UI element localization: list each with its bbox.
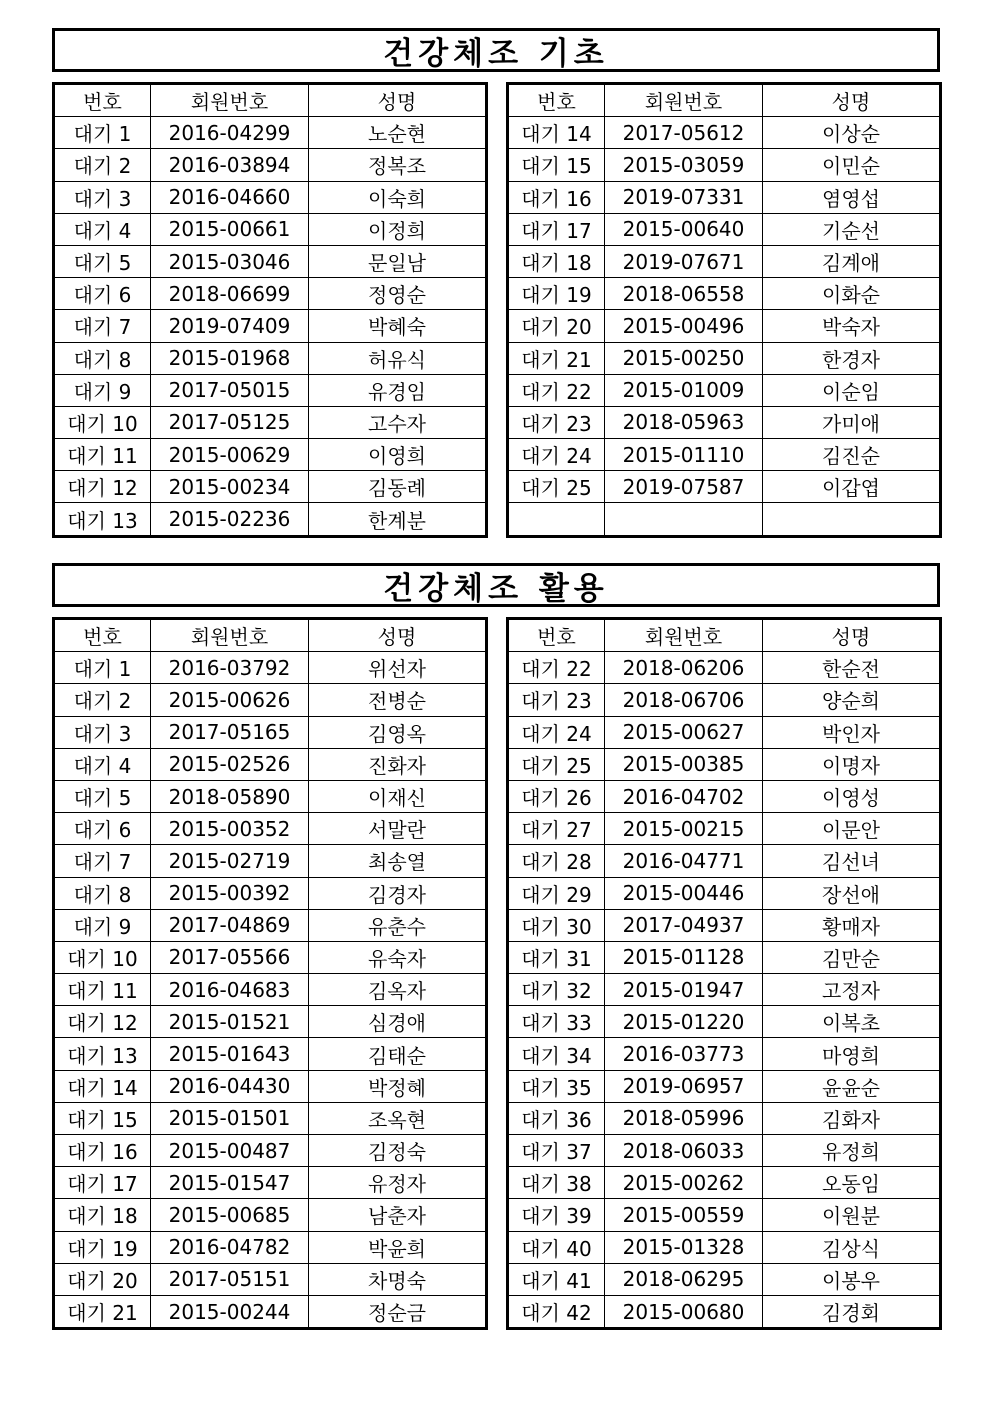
cell-number: 대기 39 — [508, 1199, 605, 1231]
cell-number: 대기 1 — [54, 652, 151, 684]
cell-member-id: 2015-02719 — [151, 845, 309, 877]
cell-name: 한경자 — [763, 342, 941, 374]
cell-number: 대기 15 — [508, 149, 605, 181]
table-row — [508, 1199, 941, 1231]
header-name: 성명 — [763, 619, 941, 652]
table-header-row — [54, 619, 487, 652]
cell-name: 서말란 — [309, 813, 487, 845]
cell-number: 대기 30 — [508, 909, 605, 941]
roster-table-right — [506, 617, 942, 1330]
cell-number: 대기 35 — [508, 1070, 605, 1102]
cell-member-id: 2016-03894 — [151, 149, 309, 181]
header-number: 번호 — [508, 619, 605, 652]
cell-name: 고수자 — [309, 406, 487, 438]
cell-member-id: 2015-00392 — [151, 877, 309, 909]
cell-member-id: 2015-00250 — [605, 342, 763, 374]
table-row — [508, 245, 941, 277]
cell-member-id: 2015-00627 — [605, 716, 763, 748]
cell-number: 대기 18 — [54, 1199, 151, 1231]
cell-name: 이순임 — [763, 374, 941, 406]
cell-number: 대기 18 — [508, 245, 605, 277]
cell-member-id: 2017-05151 — [151, 1263, 309, 1295]
cell-name: 박정혜 — [309, 1070, 487, 1102]
table-row — [508, 471, 941, 503]
table-row — [508, 845, 941, 877]
table-row — [508, 503, 941, 536]
table-row — [508, 149, 941, 181]
table-row — [508, 1231, 941, 1263]
cell-number: 대기 15 — [54, 1102, 151, 1134]
table-row — [54, 245, 487, 277]
cell-member-id: 2015-03059 — [605, 149, 763, 181]
cell-member-id: 2015-01110 — [605, 439, 763, 471]
cell-member-id: 2018-05890 — [151, 780, 309, 812]
cell-number: 대기 12 — [54, 471, 151, 503]
cell-name: 이숙희 — [309, 181, 487, 213]
cell-number: 대기 7 — [54, 845, 151, 877]
cell-number: 대기 34 — [508, 1038, 605, 1070]
cell-name: 김정숙 — [309, 1135, 487, 1167]
cell-number: 대기 3 — [54, 716, 151, 748]
table-row — [508, 181, 941, 213]
cell-name: 최송열 — [309, 845, 487, 877]
cell-number: 대기 6 — [54, 813, 151, 845]
cell-number: 대기 25 — [508, 471, 605, 503]
cell-name: 한순전 — [763, 652, 941, 684]
cell-member-id: 2016-04683 — [151, 974, 309, 1006]
cell-name: 김계애 — [763, 245, 941, 277]
cell-name: 유정자 — [309, 1167, 487, 1199]
cell-number: 대기 32 — [508, 974, 605, 1006]
cell-number: 대기 2 — [54, 684, 151, 716]
table-row — [508, 684, 941, 716]
cell-member-id: 2016-03792 — [151, 652, 309, 684]
header-name: 성명 — [309, 84, 487, 117]
table-row — [54, 1295, 487, 1328]
cell-name: 정복조 — [309, 149, 487, 181]
cell-member-id: 2015-00629 — [151, 439, 309, 471]
cell-number: 대기 37 — [508, 1135, 605, 1167]
cell-number: 대기 11 — [54, 439, 151, 471]
table-row — [54, 342, 487, 374]
cell-name: 이상순 — [763, 117, 941, 149]
cell-number: 대기 5 — [54, 245, 151, 277]
table-header-row — [508, 84, 941, 117]
table-row — [54, 471, 487, 503]
cell-member-id: 2016-04782 — [151, 1231, 309, 1263]
cell-name: 김영옥 — [309, 716, 487, 748]
cell-number: 대기 16 — [54, 1135, 151, 1167]
table-row — [54, 909, 487, 941]
cell-number: 대기 41 — [508, 1263, 605, 1295]
cell-member-id: 2017-05566 — [151, 941, 309, 973]
cell-name: 이봉우 — [763, 1263, 941, 1295]
table-header-row — [508, 619, 941, 652]
cell-member-id: 2016-04299 — [151, 117, 309, 149]
cell-number: 대기 14 — [54, 1070, 151, 1102]
cell-number: 대기 21 — [508, 342, 605, 374]
header-member-id: 회원번호 — [151, 619, 309, 652]
cell-number: 대기 17 — [54, 1167, 151, 1199]
cell-name: 김상식 — [763, 1231, 941, 1263]
table-row — [508, 1167, 941, 1199]
table-row — [54, 1167, 487, 1199]
cell-member-id: 2015-00626 — [151, 684, 309, 716]
cell-number: 대기 8 — [54, 342, 151, 374]
cell-name: 김진순 — [763, 439, 941, 471]
cell-name: 이명자 — [763, 748, 941, 780]
cell-name: 정순금 — [309, 1295, 487, 1328]
cell-name: 유경임 — [309, 374, 487, 406]
cell-member-id: 2017-05125 — [151, 406, 309, 438]
cell-number: 대기 6 — [54, 278, 151, 310]
cell-number: 대기 25 — [508, 748, 605, 780]
cell-name: 오동임 — [763, 1167, 941, 1199]
cell-member-id: 2017-05165 — [151, 716, 309, 748]
cell-name: 노순현 — [309, 117, 487, 149]
cell-name: 남춘자 — [309, 1199, 487, 1231]
table-row — [54, 1006, 487, 1038]
cell-number: 대기 20 — [54, 1263, 151, 1295]
table-row — [54, 117, 487, 149]
header-name: 성명 — [763, 84, 941, 117]
table-row — [54, 181, 487, 213]
cell-member-id: 2018-06295 — [605, 1263, 763, 1295]
cell-member-id: 2017-05015 — [151, 374, 309, 406]
table-row — [508, 652, 941, 684]
table-row — [508, 1070, 941, 1102]
cell-name: 이복초 — [763, 1006, 941, 1038]
table-row — [508, 342, 941, 374]
roster-table-left — [52, 617, 488, 1330]
table-row — [54, 1199, 487, 1231]
cell-number: 대기 10 — [54, 941, 151, 973]
table-row — [54, 1102, 487, 1134]
cell-name: 전병순 — [309, 684, 487, 716]
cell-member-id: 2015-00215 — [605, 813, 763, 845]
table-row — [54, 278, 487, 310]
cell-member-id: 2015-00685 — [151, 1199, 309, 1231]
table-row — [54, 1231, 487, 1263]
cell-member-id: 2015-01547 — [151, 1167, 309, 1199]
table-row — [54, 684, 487, 716]
table-row — [54, 503, 487, 536]
cell-member-id: 2018-06706 — [605, 684, 763, 716]
table-row — [508, 941, 941, 973]
cell-number: 대기 22 — [508, 374, 605, 406]
cell-member-id: 2016-04660 — [151, 181, 309, 213]
cell-member-id: 2016-04430 — [151, 1070, 309, 1102]
cell-name: 마영희 — [763, 1038, 941, 1070]
cell-number: 대기 3 — [54, 181, 151, 213]
section-title: 건강체조 활용 — [52, 563, 940, 607]
cell-member-id: 2019-07587 — [605, 471, 763, 503]
cell-name: 이문안 — [763, 813, 941, 845]
table-row — [54, 845, 487, 877]
header-number: 번호 — [54, 84, 151, 117]
cell-member-id: 2019-06957 — [605, 1070, 763, 1102]
cell-member-id: 2015-02236 — [151, 503, 309, 536]
cell-number: 대기 26 — [508, 780, 605, 812]
cell-member-id: 2016-04771 — [605, 845, 763, 877]
cell-number: 대기 4 — [54, 748, 151, 780]
cell-number: 대기 22 — [508, 652, 605, 684]
table-row — [54, 780, 487, 812]
table-row — [54, 941, 487, 973]
table-row — [54, 877, 487, 909]
cell-name: 김옥자 — [309, 974, 487, 1006]
cell-name: 이정희 — [309, 213, 487, 245]
cell-member-id: 2015-01947 — [605, 974, 763, 1006]
table-row — [508, 909, 941, 941]
cell-name: 김경자 — [309, 877, 487, 909]
cell-number: 대기 1 — [54, 117, 151, 149]
table-row — [508, 813, 941, 845]
cell-member-id: 2015-01220 — [605, 1006, 763, 1038]
cell-name: 고정자 — [763, 974, 941, 1006]
cell-number: 대기 21 — [54, 1295, 151, 1328]
table-row — [508, 716, 941, 748]
table-row — [508, 1006, 941, 1038]
cell-member-id: 2015-00496 — [605, 310, 763, 342]
cell-number: 대기 11 — [54, 974, 151, 1006]
cell-name: 이화순 — [763, 278, 941, 310]
cell-number: 대기 13 — [54, 1038, 151, 1070]
roster-table-left — [52, 82, 488, 538]
cell-member-id: 2015-01521 — [151, 1006, 309, 1038]
cell-member-id: 2015-00385 — [605, 748, 763, 780]
cell-name: 이영희 — [309, 439, 487, 471]
cell-name: 가미애 — [763, 406, 941, 438]
cell-number: 대기 31 — [508, 941, 605, 973]
cell-member-id: 2015-01968 — [151, 342, 309, 374]
cell-member-id: 2015-00661 — [151, 213, 309, 245]
cell-name: 이민순 — [763, 149, 941, 181]
cell-member-id: 2018-05996 — [605, 1102, 763, 1134]
cell-number: 대기 42 — [508, 1295, 605, 1328]
cell-name: 김태순 — [309, 1038, 487, 1070]
cell-name: 김만순 — [763, 941, 941, 973]
cell-member-id: 2018-05963 — [605, 406, 763, 438]
cell-number: 대기 14 — [508, 117, 605, 149]
table-row — [508, 748, 941, 780]
cell-member-id: 2015-03046 — [151, 245, 309, 277]
table-row — [508, 780, 941, 812]
table-row — [54, 1070, 487, 1102]
cell-member-id: 2015-00352 — [151, 813, 309, 845]
table-row — [508, 374, 941, 406]
cell-member-id: 2015-00446 — [605, 877, 763, 909]
table-row — [54, 1263, 487, 1295]
cell-number: 대기 33 — [508, 1006, 605, 1038]
cell-name: 이재신 — [309, 780, 487, 812]
cell-name: 유정희 — [763, 1135, 941, 1167]
cell-name: 진화자 — [309, 748, 487, 780]
cell-name: 위선자 — [309, 652, 487, 684]
cell-name: 허유식 — [309, 342, 487, 374]
table-row — [54, 652, 487, 684]
table-row — [508, 213, 941, 245]
cell-name: 이영성 — [763, 780, 941, 812]
cell-name: 박윤희 — [309, 1231, 487, 1263]
cell-member-id: 2017-05612 — [605, 117, 763, 149]
cell-number: 대기 20 — [508, 310, 605, 342]
table-row — [54, 310, 487, 342]
table-row — [54, 813, 487, 845]
cell-number: 대기 24 — [508, 716, 605, 748]
table-row — [508, 117, 941, 149]
header-name: 성명 — [309, 619, 487, 652]
cell-member-id: 2018-06033 — [605, 1135, 763, 1167]
table-row — [54, 974, 487, 1006]
cell-name: 문일남 — [309, 245, 487, 277]
cell-number: 대기 12 — [54, 1006, 151, 1038]
table-row — [54, 716, 487, 748]
table-row — [54, 1135, 487, 1167]
cell-member-id: 2015-00244 — [151, 1295, 309, 1328]
cell-name: 차명숙 — [309, 1263, 487, 1295]
cell-member-id: 2017-04869 — [151, 909, 309, 941]
table-row — [508, 406, 941, 438]
cell-name: 정영순 — [309, 278, 487, 310]
cell-member-id: 2015-01009 — [605, 374, 763, 406]
cell-member-id: 2016-04702 — [605, 780, 763, 812]
cell-member-id: 2016-03773 — [605, 1038, 763, 1070]
header-member-id: 회원번호 — [151, 84, 309, 117]
cell-number: 대기 27 — [508, 813, 605, 845]
header-number: 번호 — [508, 84, 605, 117]
cell-name: 염영섭 — [763, 181, 941, 213]
cell-name: 황매자 — [763, 909, 941, 941]
cell-member-id: 2019-07409 — [151, 310, 309, 342]
table-row — [508, 1135, 941, 1167]
cell-number: 대기 16 — [508, 181, 605, 213]
cell-number: 대기 19 — [508, 278, 605, 310]
cell-member-id: 2015-01643 — [151, 1038, 309, 1070]
table-header-row — [54, 84, 487, 117]
table-row — [54, 1038, 487, 1070]
cell-number: 대기 28 — [508, 845, 605, 877]
table-row — [508, 1263, 941, 1295]
cell-name: 김경회 — [763, 1295, 941, 1328]
table-row — [508, 1102, 941, 1134]
cell-number: 대기 23 — [508, 684, 605, 716]
cell-number: 대기 9 — [54, 374, 151, 406]
cell-number: 대기 13 — [54, 503, 151, 536]
cell-name: 이갑엽 — [763, 471, 941, 503]
table-row — [54, 406, 487, 438]
cell-number: 대기 5 — [54, 780, 151, 812]
cell-member-id — [605, 503, 763, 536]
cell-name: 유숙자 — [309, 941, 487, 973]
cell-name: 장선애 — [763, 877, 941, 909]
cell-number: 대기 2 — [54, 149, 151, 181]
cell-member-id: 2015-01501 — [151, 1102, 309, 1134]
cell-member-id: 2015-00487 — [151, 1135, 309, 1167]
cell-number: 대기 7 — [54, 310, 151, 342]
cell-member-id: 2018-06206 — [605, 652, 763, 684]
cell-number: 대기 8 — [54, 877, 151, 909]
header-member-id: 회원번호 — [605, 84, 763, 117]
cell-name: 김화자 — [763, 1102, 941, 1134]
cell-name: 박인자 — [763, 716, 941, 748]
cell-name — [763, 503, 941, 536]
cell-name: 이원분 — [763, 1199, 941, 1231]
table-row — [54, 149, 487, 181]
cell-member-id: 2015-00680 — [605, 1295, 763, 1328]
cell-name: 양순희 — [763, 684, 941, 716]
cell-member-id: 2015-00640 — [605, 213, 763, 245]
cell-number: 대기 17 — [508, 213, 605, 245]
cell-name: 김선녀 — [763, 845, 941, 877]
cell-name: 윤윤순 — [763, 1070, 941, 1102]
table-row — [54, 213, 487, 245]
cell-member-id: 2015-00262 — [605, 1167, 763, 1199]
cell-member-id: 2018-06558 — [605, 278, 763, 310]
cell-number: 대기 23 — [508, 406, 605, 438]
cell-name: 기순선 — [763, 213, 941, 245]
cell-member-id: 2015-01128 — [605, 941, 763, 973]
roster-table-right — [506, 82, 942, 538]
cell-number: 대기 29 — [508, 877, 605, 909]
table-row — [54, 748, 487, 780]
cell-name: 박숙자 — [763, 310, 941, 342]
cell-name: 유춘수 — [309, 909, 487, 941]
table-row — [54, 439, 487, 471]
cell-number: 대기 10 — [54, 406, 151, 438]
cell-member-id: 2015-01328 — [605, 1231, 763, 1263]
cell-number: 대기 38 — [508, 1167, 605, 1199]
cell-name: 조옥현 — [309, 1102, 487, 1134]
cell-member-id: 2015-00234 — [151, 471, 309, 503]
table-row — [508, 877, 941, 909]
cell-member-id: 2015-00559 — [605, 1199, 763, 1231]
cell-number: 대기 24 — [508, 439, 605, 471]
cell-number — [508, 503, 605, 536]
table-row — [508, 439, 941, 471]
header-member-id: 회원번호 — [605, 619, 763, 652]
table-row — [508, 310, 941, 342]
cell-member-id: 2019-07671 — [605, 245, 763, 277]
cell-member-id: 2019-07331 — [605, 181, 763, 213]
cell-number: 대기 4 — [54, 213, 151, 245]
cell-number: 대기 40 — [508, 1231, 605, 1263]
cell-name: 박혜숙 — [309, 310, 487, 342]
section-title: 건강체조 기초 — [52, 28, 940, 72]
cell-name: 심경애 — [309, 1006, 487, 1038]
table-row — [508, 1038, 941, 1070]
table-row — [508, 974, 941, 1006]
table-row — [508, 278, 941, 310]
cell-number: 대기 19 — [54, 1231, 151, 1263]
cell-member-id: 2018-06699 — [151, 278, 309, 310]
cell-number: 대기 9 — [54, 909, 151, 941]
cell-member-id: 2015-02526 — [151, 748, 309, 780]
cell-name: 한계분 — [309, 503, 487, 536]
cell-member-id: 2017-04937 — [605, 909, 763, 941]
cell-name: 김동례 — [309, 471, 487, 503]
cell-number: 대기 36 — [508, 1102, 605, 1134]
header-number: 번호 — [54, 619, 151, 652]
table-row — [508, 1295, 941, 1328]
table-row — [54, 374, 487, 406]
